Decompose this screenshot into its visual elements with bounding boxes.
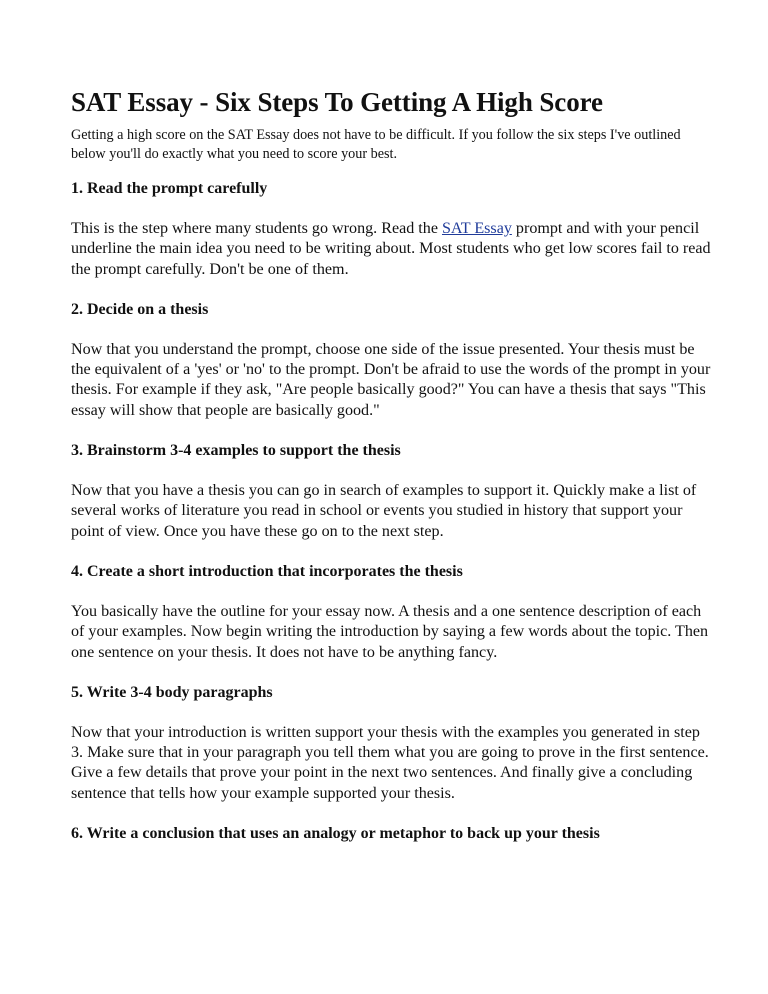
section-4-paragraph: You basically have the outline for your essay now. A thesis and a one sentence description of each of your examples. Now begin writing the introduction by saying a few words about the topic. Then one sentence on your thesis. It does not have to be anything fancy. xyxy=(71,602,709,661)
sat-essay-link[interactable]: SAT Essay xyxy=(441,220,512,237)
section-1-paragraph xyxy=(71,219,711,280)
section-4-heading: 4. Create a short introduction that incorporates the thesis xyxy=(71,562,463,580)
intro-paragraph: Getting a high score on the SAT Essay does not have to be difficult. If you follow the six steps I've outlined below you'll do exactly what you need to score your best. xyxy=(71,127,681,162)
section-6 xyxy=(71,824,711,844)
document-title: SAT Essay - Six Steps To Getting A High Score xyxy=(71,87,603,117)
section-1 xyxy=(71,179,711,280)
section-5 xyxy=(71,683,711,804)
section-2-paragraph: Now that you understand the prompt, choose one side of the issue presented. Your thesis must be the equivalent of a 'yes' or 'no' to the prompt. Don't be afraid to use the words of the prompt in your thesis. For example if they ask, "Are people basically good?" You can have a thesis that says "This essay will show that people are basically good." xyxy=(71,340,711,419)
section-1-text-after-link: prompt and with your pencil underline the main idea you need to be writing about. Most students who get low scores fail to read the prompt carefully. Don't be one of them. xyxy=(71,220,711,278)
section-1-text-before-link: This is the step where many students go wrong. Read the xyxy=(71,220,442,237)
section-4 xyxy=(71,562,711,663)
section-1-heading: 1. Read the prompt carefully xyxy=(71,180,268,197)
section-5-heading: 5. Write 3-4 body paragraphs xyxy=(71,683,273,701)
section-3-heading: 3. Brainstorm 3-4 examples to support the thesis xyxy=(71,442,401,460)
section-3 xyxy=(71,441,711,542)
document-page xyxy=(71,86,711,864)
section-5-paragraph: Now that your introduction is written support your thesis with the examples you generated in step 3. Make sure that in your paragraph you tell them what you are going to prove in the first sentence. Give a few details that prove your point in the next two sentences. And finally give a concluding sentence that tells how your example supported your thesis. xyxy=(71,723,709,802)
section-2-heading: 2. Decide on a thesis xyxy=(71,300,209,318)
section-3-paragraph: Now that you have a thesis you can go in search of examples to support it. Quickly make a list of several works of literature you read in school or events you studied in history that support your point of view. Once you have these go on to the next step. xyxy=(71,482,697,540)
section-6-heading: 6. Write a conclusion that uses an analogy or metaphor to back up your thesis xyxy=(71,825,600,843)
section-2 xyxy=(71,300,711,421)
